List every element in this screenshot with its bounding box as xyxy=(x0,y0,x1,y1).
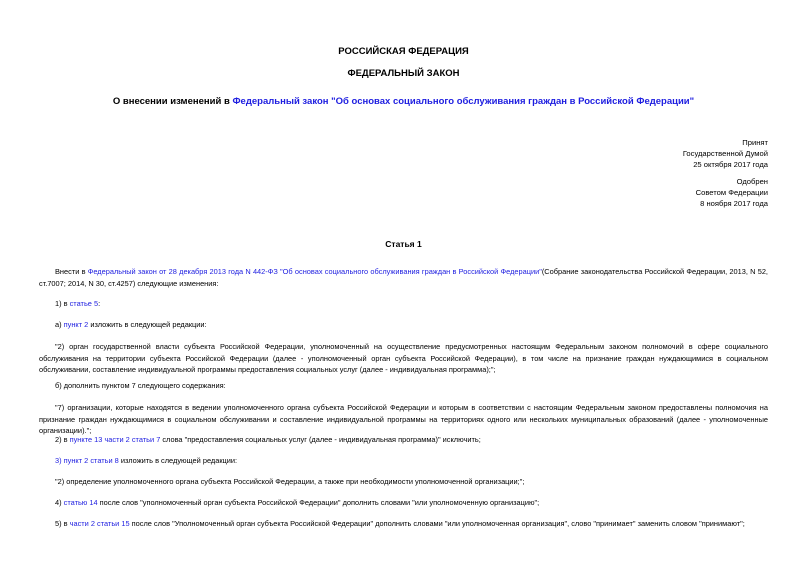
intro-suffix: (Собрание законодательства Российской Федерации, 2013, N 52, ст.7007; 2014, N 30, ст.4257) следующие изменения: xyxy=(39,267,768,288)
adopted-block xyxy=(683,137,768,170)
country-heading: РОССИЙСКАЯ ФЕДЕРАЦИЯ xyxy=(338,46,469,57)
item-2-prefix: 2) в xyxy=(55,435,70,444)
intro-prefix: Внести в xyxy=(55,267,88,276)
title-law-link[interactable]: Федеральный закон "Об основах социального обслуживания граждан в Российской Федерации" xyxy=(232,96,695,107)
item-5-suffix: после слов "Уполномоченный орган субъекта Российской Федерации" дополнить словами "или уполномоченная организация", слово "принимает" заменить словом "принимают"; xyxy=(129,519,745,528)
document-title xyxy=(0,96,807,107)
title-prefix: О внесении изменений в xyxy=(112,96,233,107)
article-5-link[interactable]: статье 5 xyxy=(69,299,99,308)
approved-by-line: Советом Федерации xyxy=(695,188,768,197)
item-a-quote: "2) орган государственной власти субъекта Российской Федерации, уполномоченный на осуществление предусмотренных настоящим Федеральным законом полномочий в сфере социального обслуживания на территории субъекта Российской Федерации (далее - уполномоченный орган субъекта Российской Федерации), в том числе на признание граждан нуждающимися в социальном обслуживании, составление индивидуальной программы предоставления социальных услуг (далее - индивидуальная программа);"; xyxy=(39,342,768,375)
item-4-prefix: 4) xyxy=(55,498,64,507)
item-a xyxy=(39,319,768,331)
law-type-heading: ФЕДЕРАЛЬНЫЙ ЗАКОН xyxy=(347,68,460,79)
item-4-suffix: после слов "уполномоченный орган субъекта Российской Федерации" дополнить словами "или уполномоченную организацию"; xyxy=(97,498,540,507)
intro-law-link[interactable]: Федеральный закон от 28 декабря 2013 года N 442-ФЗ "Об основах социального обслуживания граждан в Российской Федерации" xyxy=(87,267,542,276)
article-8-link[interactable]: 3) пункт 2 статьи 8 xyxy=(55,456,119,465)
item-1 xyxy=(39,298,768,310)
item-a-suffix: изложить в следующей редакции: xyxy=(88,320,207,329)
item-b: б) дополнить пунктом 7 следующего содержания: xyxy=(55,381,226,390)
article-heading: Статья 1 xyxy=(385,239,422,249)
adopted-date-line: 25 октября 2017 года xyxy=(693,160,768,169)
item-a-prefix: а) xyxy=(55,320,64,329)
item-1-suffix: : xyxy=(98,299,101,308)
item-5-prefix: 5) в xyxy=(55,519,70,528)
item-2-suffix: слова "предоставления социальных услуг (далее - индивидуальная программа)" исключить; xyxy=(160,435,481,444)
item-b-quote: "7) организации, которые находятся в ведении уполномоченного органа субъекта Российской Федерации и которым в соответствии с настоящим Федеральным законом предоставлены полномочия на признание граждан нуждающимися в социальном обслуживании и составление индивидуальной программы на территориях одного или нескольких муниципальных образований (далее - уполномоченные организации)."; xyxy=(39,403,768,436)
approved-line: Одобрен xyxy=(736,177,768,186)
article-15-link[interactable]: части 2 статьи 15 xyxy=(69,519,130,528)
article-7-link[interactable]: пункте 13 части 2 статьи 7 xyxy=(69,435,161,444)
approved-date-line: 8 ноября 2017 года xyxy=(700,199,768,208)
item-3-suffix: изложить в следующей редакции: xyxy=(118,456,238,465)
article-intro xyxy=(39,266,768,289)
item-4 xyxy=(39,497,768,509)
adopted-line: Принят xyxy=(742,138,768,147)
article-14-link[interactable]: статью 14 xyxy=(63,498,98,507)
point-2-link[interactable]: пункт 2 xyxy=(63,320,89,329)
adopted-by-line: Государственной Думой xyxy=(682,149,768,158)
item-2 xyxy=(39,434,768,446)
approved-block xyxy=(696,176,768,209)
item-3 xyxy=(39,455,768,467)
item-5 xyxy=(39,518,768,530)
item-1-prefix: 1) в xyxy=(55,299,70,308)
item-3-quote: "2) определение уполномоченного органа субъекта Российской Федерации, а также при необходимости уполномоченной организации;"; xyxy=(55,477,525,486)
